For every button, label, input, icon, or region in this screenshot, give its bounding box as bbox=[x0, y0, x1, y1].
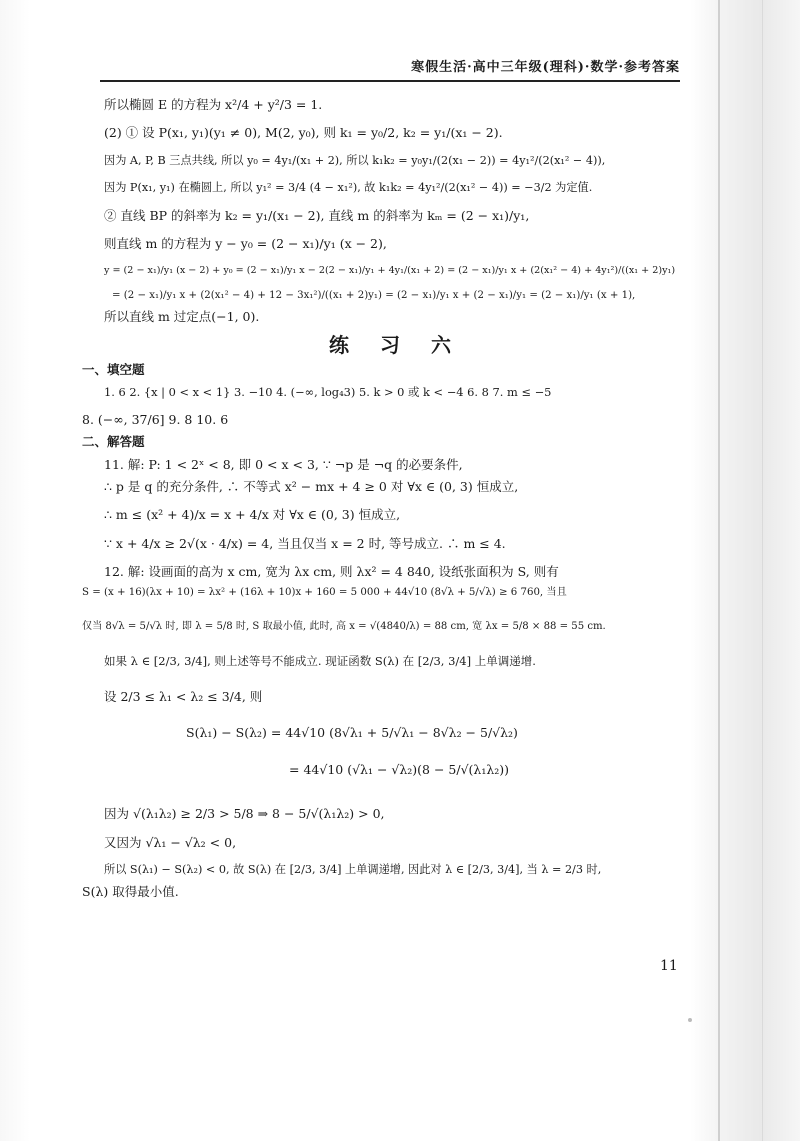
solution-line: 仅当 8√λ = 5/√λ 时, 即 λ = 5/8 时, S 取最小值, 此时, 高 x = √(4840/λ) = 88 cm, 宽 λx = 5/8 × 88 = 55 cm. bbox=[82, 621, 606, 633]
solution-line: ∵ x + 4/x ≥ 2√(x · 4/x) = 4, 当且仅当 x = 2 时, 等号成立. ∴ m ≤ 4. bbox=[104, 535, 506, 551]
running-header: 寒假生活·高中三年级(理科)·数学·参考答案 bbox=[411, 60, 680, 75]
content-body bbox=[82, 88, 688, 899]
solution-line: ∴ p 是 q 的充分条件, ∴ 不等式 x² − mx + 4 ≥ 0 对 ∀x ∈ (0, 3) 恒成立, bbox=[104, 478, 519, 494]
text-line: 因为 A, P, B 三点共线, 所以 y₀ = 4y₁/(x₁ + 2), 所以 k₁k₂ = y₀y₁/(2(x₁ − 2)) = 4y₁²/(2(x₁² − 4)), bbox=[104, 153, 606, 167]
solution-line: 11. 解: P: 1 < 2ˣ < 8, 即 0 < x < 3, ∵ ¬p 是 ¬q 的必要条件, bbox=[104, 456, 463, 472]
solution-line: 因为 √(λ₁λ₂) ≥ 2/3 > 5/8 ⇒ 8 − 5/√(λ₁λ₂) > 0, bbox=[104, 806, 385, 822]
text-line: ② 直线 BP 的斜率为 k₂ = y₁/(x₁ − 2), 直线 m 的斜率为 kₘ = (2 − x₁)/y₁, bbox=[104, 207, 530, 223]
equation-line: S(λ₁) − S(λ₂) = 44√10 (8√λ₁ + 5/√λ₁ − 8√λ₂ − 5/√λ₂) bbox=[186, 725, 518, 741]
answer-line: 1. 6 2. {x | 0 < x < 1} 3. −10 4. (−∞, log₄3) 5. k > 0 或 k < −4 6. 8 7. m ≤ −5 bbox=[104, 384, 552, 399]
scan-speck bbox=[688, 1018, 692, 1022]
section-title: 练 习 六 bbox=[329, 333, 463, 358]
equation-line: = (2 − x₁)/y₁ x + (2(x₁² − 4) + 12 − 3x₁²)/((x₁ + 2)y₁) = (2 − x₁)/y₁ x + (2 − x₁)/y₁ = (2 − x₁)/y₁ (x + 1), bbox=[112, 290, 636, 302]
solution-line: 12. 解: 设画面的高为 x cm, 宽为 λx cm, 则 λx² = 4 840, 设纸张面积为 S, 则有 bbox=[104, 564, 559, 580]
text-line: 所以椭圆 E 的方程为 x²/4 + y²/3 = 1. bbox=[104, 97, 323, 112]
page-edge-shadow bbox=[718, 0, 720, 1141]
solution-line: 设 2/3 ≤ λ₁ < λ₂ ≤ 3/4, 则 bbox=[104, 689, 263, 705]
solution-line: 又因为 √λ₁ − √λ₂ < 0, bbox=[104, 834, 237, 850]
equation-line: y = (2 − x₁)/y₁ (x − 2) + y₀ = (2 − x₁)/y₁ x − 2(2 − x₁)/y₁ + 4y₁/(x₁ + 2) = (2 − x₁)/y₁ x + (2(x₁² − 4) + 4y₁²)/((x₁ + 2)y₁) bbox=[104, 265, 676, 277]
text-line: 则直线 m 的方程为 y − y₀ = (2 − x₁)/y₁ (x − 2), bbox=[104, 235, 387, 251]
solution-line: S(λ) 取得最小值. bbox=[82, 883, 179, 899]
subheading-fill-in: 一、填空题 bbox=[82, 362, 145, 378]
page-number: 11 bbox=[660, 958, 678, 974]
text-line: (2) ① 设 P(x₁, y₁)(y₁ ≠ 0), M(2, y₀), 则 k₁ = y₀/2, k₂ = y₁/(x₁ − 2). bbox=[104, 125, 503, 141]
answer-line: 8. (−∞, 37/6] 9. 8 10. 6 bbox=[82, 411, 229, 427]
page-edge-shadow-outer bbox=[762, 0, 763, 1141]
solution-line: 如果 λ ∈ [2/3, 3/4], 则上述等号不能成立. 现证函数 S(λ) 在 [2/3, 3/4] 上单调递增. bbox=[104, 653, 536, 668]
subheading-solutions: 二、解答题 bbox=[82, 434, 145, 450]
solution-line: ∴ m ≤ (x² + 4)/x = x + 4/x 对 ∀x ∈ (0, 3) 恒成立, bbox=[104, 507, 401, 523]
equation-line: = 44√10 (√λ₁ − √λ₂)(8 − 5/√(λ₁λ₂)) bbox=[289, 761, 510, 777]
solution-line: S = (x + 16)(λx + 10) = λx² + (16λ + 10)x + 160 = 5 000 + 44√10 (8√λ + 5/√λ) ≥ 6 760, 当且 bbox=[82, 587, 567, 599]
text-line: 所以直线 m 过定点(−1, 0). bbox=[104, 309, 260, 324]
solution-line: 所以 S(λ₁) − S(λ₂) < 0, 故 S(λ) 在 [2/3, 3/4] 上单调递增, 因此对 λ ∈ [2/3, 3/4], 当 λ = 2/3 时, bbox=[104, 862, 602, 876]
text-line: 因为 P(x₁, y₁) 在椭圆上, 所以 y₁² = 3/4 (4 − x₁²), 故 k₁k₂ = 4y₁²/(2(x₁² − 4)) = −3/2 为定值. bbox=[104, 180, 593, 194]
header-rule bbox=[100, 80, 680, 82]
